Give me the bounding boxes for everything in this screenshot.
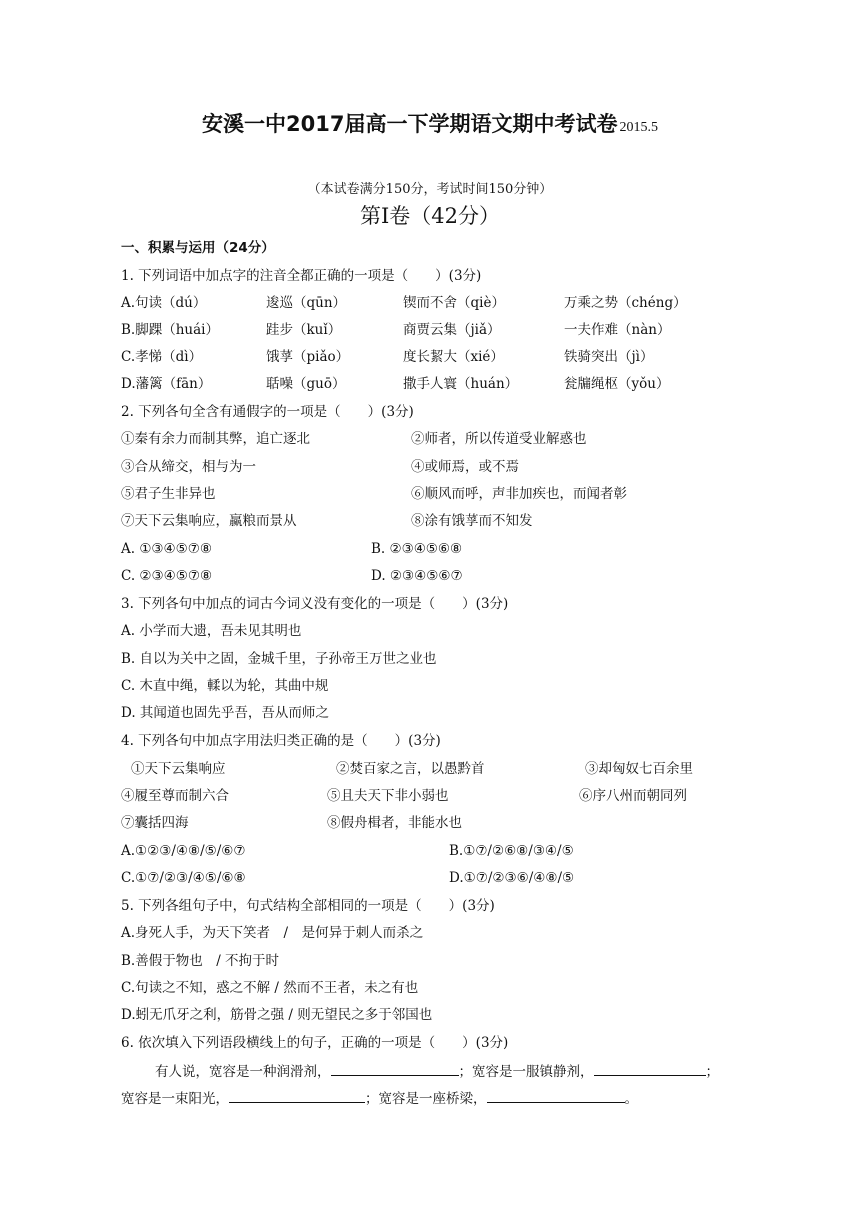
q4-sentence: ④履至尊而制六合 xyxy=(121,788,229,804)
q3-option: B. 自以为关中之固，金城千里，子孙帝王万世之业也 xyxy=(121,651,437,667)
fill-blank[interactable] xyxy=(229,1088,365,1103)
q1-option: 一夫作难（nàn） xyxy=(564,322,671,338)
q6-passage-line-2 xyxy=(121,1088,638,1109)
q2-sentence: ①秦有余力而制其弊，追亡逐北 xyxy=(121,431,310,447)
q2-sentence: ⑤君子生非异也 xyxy=(121,486,216,502)
q1-option: 商贾云集（jiǎ） xyxy=(403,322,501,338)
q1-option: 饿莩（piǎo） xyxy=(266,349,350,365)
exam-note: （本试卷满分150分，考试时间150分钟） xyxy=(307,182,553,197)
question-5-stem: 5. 下列各组句子中，句式结构全部相同的一项是（ ）(3分) xyxy=(121,898,495,914)
q1-option: A.句读（dú） xyxy=(121,295,207,311)
q3-option: D. 其闻道也固先乎吾，吾从而师之 xyxy=(121,705,329,721)
q1-option: D.藩篱（fān） xyxy=(121,376,212,392)
q4-sentence: ②焚百家之言，以愚黔首 xyxy=(336,761,485,777)
q1-option: 瓮牖绳枢（yǒu） xyxy=(564,376,670,392)
q6-text: 宽容是一束阳光， xyxy=(121,1091,229,1107)
q5-option: A.身死人手，为天下笑者 / 是何异于刺人而杀之 xyxy=(121,925,424,941)
q5-option: B.善假于物也 / 不拘于时 xyxy=(121,953,280,969)
q6-text: ；宽容是一座桥梁， xyxy=(365,1091,487,1107)
q1-option: 跬步（kuǐ） xyxy=(266,322,342,338)
q2-option: D. ②③④⑤⑥⑦ xyxy=(371,568,463,584)
volume-heading: 第Ⅰ卷（42分） xyxy=(359,204,501,228)
q1-option: 聒噪（guō） xyxy=(266,376,346,392)
q5-option: C.句读之不知，惑之不解 / 然而不王者，未之有也 xyxy=(121,980,419,996)
q4-sentence: ①天下云集响应 xyxy=(131,761,226,777)
q1-option: 铁骑突出（jì） xyxy=(564,349,654,365)
q3-option: A. 小学而大遗，吾未见其明也 xyxy=(121,623,302,639)
q6-text: 有人说，宽容是一种润滑剂， xyxy=(155,1064,331,1080)
question-2-stem: 2. 下列各句全含有通假字的一项是（ ）(3分) xyxy=(121,404,414,420)
q1-option: 万乘之势（chéng） xyxy=(564,295,687,311)
q2-option: C. ②③④⑤⑦⑧ xyxy=(121,568,213,584)
q2-sentence: ⑥顺风而呼，声非加疾也，而闻者彰 xyxy=(411,486,627,502)
exam-title xyxy=(0,108,860,138)
q3-option: C. 木直中绳，輮以为轮，其曲中规 xyxy=(121,678,329,694)
q4-sentence: ⑥序八州而朝同列 xyxy=(579,788,687,804)
q6-text: ；宽容是一服镇静剂， xyxy=(458,1064,594,1080)
q2-sentence: ④或师焉，或不焉 xyxy=(411,459,519,475)
question-3-stem: 3. 下列各句中加点的词古今词义没有变化的一项是（ ）(3分) xyxy=(121,596,509,612)
q1-option: 撒手人寰（huán） xyxy=(403,376,519,392)
q4-option: D.①⑦/②③⑥/④⑧/⑤ xyxy=(449,870,575,886)
q4-sentence: ③却匈奴七百余里 xyxy=(585,761,693,777)
q4-sentence: ⑧假舟楫者，非能水也 xyxy=(327,815,462,831)
q1-option: C.孝悌（dì） xyxy=(121,349,203,365)
q1-option: B.脚踝（huái） xyxy=(121,322,219,338)
fill-blank[interactable] xyxy=(331,1061,459,1076)
q1-option: 度长絜大（xié） xyxy=(403,349,504,365)
section-heading: 一、积累与运用（24分） xyxy=(121,240,275,256)
question-6-stem: 6. 依次填入下列语段横线上的句子，正确的一项是（ ）(3分) xyxy=(121,1035,509,1051)
q4-option: A.①②③/④⑧/⑤/⑥⑦ xyxy=(121,843,246,859)
q2-sentence: ⑦天下云集响应，赢粮而景从 xyxy=(121,513,297,529)
q6-passage-line-1 xyxy=(155,1061,719,1082)
question-4-stem: 4. 下列各句中加点字用法归类正确的是（ ）(3分) xyxy=(121,733,441,749)
question-1-stem: 1. 下列词语中加点字的注音全都正确的一项是（ ）(3分) xyxy=(121,268,482,284)
q1-option: 逡巡（qūn） xyxy=(266,295,347,311)
q1-option: 锲而不舍（qiè） xyxy=(403,295,505,311)
q2-sentence: ②师者，所以传道受业解惑也 xyxy=(411,431,587,447)
q2-option: B. ②③④⑤⑥⑧ xyxy=(371,541,463,557)
q5-option: D.蚓无爪牙之利，筋骨之强 / 则无望民之多于邻国也 xyxy=(121,1007,433,1023)
fill-blank[interactable] xyxy=(487,1088,625,1103)
q4-option: B.①⑦/②⑥⑧/③④/⑤ xyxy=(449,843,574,859)
q4-option: C.①⑦/②③/④⑤/⑥⑧ xyxy=(121,870,246,886)
fill-blank[interactable] xyxy=(594,1061,706,1076)
q2-sentence: ⑧涂有饿莩而不知发 xyxy=(411,513,533,529)
q6-text: 。 xyxy=(624,1091,638,1107)
q2-option: A. ①③④⑤⑦⑧ xyxy=(121,541,212,557)
q4-sentence: ⑤且夫天下非小弱也 xyxy=(327,788,449,804)
q6-text: ； xyxy=(705,1064,719,1080)
title-text: 安溪一中2017届高一下学期语文期中考试卷 xyxy=(202,112,618,136)
q2-sentence: ③合从缔交，相与为一 xyxy=(121,459,256,475)
exam-date: 2015.5 xyxy=(619,120,658,135)
q4-sentence: ⑦囊括四海 xyxy=(121,815,189,831)
